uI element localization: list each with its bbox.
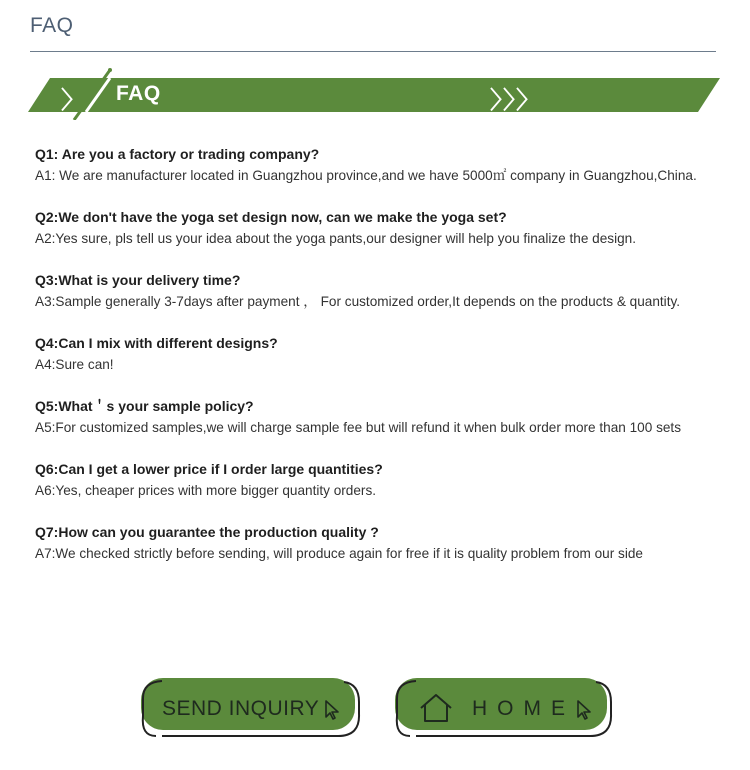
faq-item-1 (35, 144, 725, 187)
home-icon (418, 692, 454, 724)
faq-question: Q5:What＇s your sample policy? (35, 398, 254, 414)
faq-question: Q6:Can I get a lower price if I order large quantities? (35, 461, 383, 477)
title-divider (30, 51, 716, 52)
faq-question: Q4:Can I mix with different designs? (35, 335, 278, 351)
page-title: FAQ (30, 14, 74, 37)
faq-answer: A6:Yes, cheaper prices with more bigger quantity orders. (35, 483, 377, 498)
home-label: HOME (472, 697, 575, 720)
triple-chevron-icon: 〉〉〉 (490, 87, 541, 114)
faq-answer: A2:Yes sure, pls tell us your idea about the yoga pants,our designer will help you finalize the design. (35, 231, 637, 246)
faq-answer: A7:We checked strictly before sending, will produce again for free if it is quality problem from our side (35, 546, 643, 561)
faq-question: Q7:How can you guarantee the production quality ? (35, 524, 379, 540)
faq-answer: A5:For customized samples,we will charge sample fee but will refund it when bulk order more than 100 sets (35, 420, 682, 435)
faq-item-3 (35, 270, 725, 313)
faq-item-2 (35, 207, 725, 250)
faq-banner (28, 68, 720, 120)
chevron-right-icon: 〉 (61, 87, 85, 114)
faq-item-5 (35, 396, 725, 439)
faq-item-6 (35, 459, 725, 502)
faq-answer: A3:Sample generally 3-7days after payment ， For customized order,It depends on the products & quantity. (35, 294, 681, 309)
home-button[interactable] (392, 676, 614, 738)
faq-answer: A4:Sure can! (35, 357, 114, 372)
faq-question: Q2:We don't have the yoga set design now, can we make the yoga set? (35, 209, 507, 225)
faq-item-7 (35, 522, 725, 565)
faq-item-4 (35, 333, 725, 376)
faq-answer: A1: We are manufacturer located in Guangzhou province,and we have 5000㎡ company in Guangzhou,China. (35, 168, 697, 183)
cursor-arrow-icon (576, 699, 592, 721)
faq-question: Q3:What is your delivery time? (35, 272, 241, 288)
faq-question: Q1: Are you a factory or trading company? (35, 146, 320, 162)
send-inquiry-button[interactable] (138, 676, 362, 738)
cursor-arrow-icon (324, 699, 340, 721)
banner-title: FAQ (116, 82, 161, 105)
send-inquiry-label: SEND INQUIRY (162, 697, 320, 720)
faq-list (35, 144, 725, 585)
